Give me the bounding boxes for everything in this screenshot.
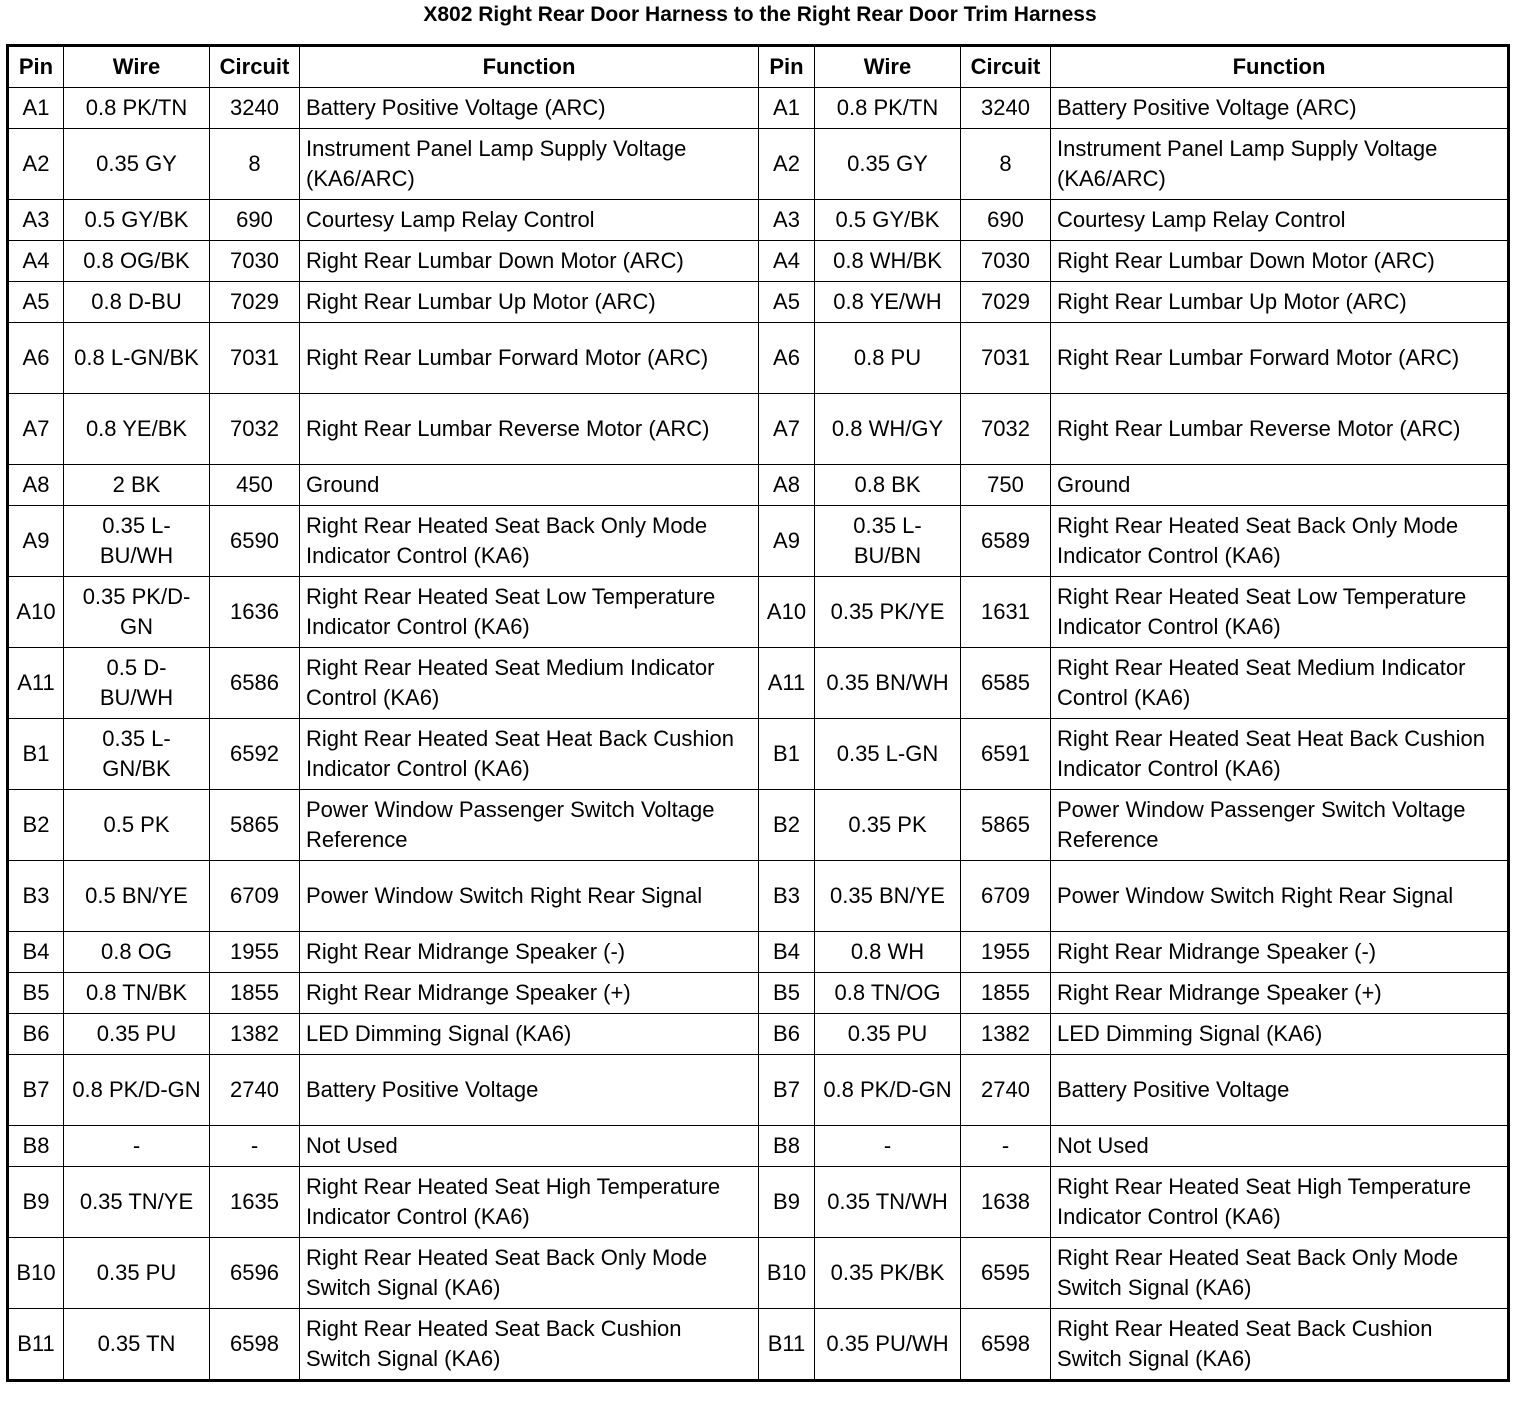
right-function-cell: LED Dimming Signal (KA6) <box>1051 1014 1509 1055</box>
left-wire-cell: 0.35 L-BU/WH <box>64 506 210 577</box>
page-title: X802 Right Rear Door Harness to the Right Rear Door Trim Harness <box>423 3 1097 26</box>
left-wire-cell: 0.8 PK/D-GN <box>64 1055 210 1126</box>
header-row <box>8 46 1509 88</box>
left-pin-cell: A2 <box>8 129 64 200</box>
left-function-cell: Right Rear Lumbar Down Motor (ARC) <box>300 241 759 282</box>
right-wire-cell: 0.35 GY <box>815 129 961 200</box>
left-function-cell: Right Rear Heated Seat High Temperature Indicator Control (KA6) <box>300 1167 759 1238</box>
right-function-cell: Right Rear Heated Seat Medium Indicator Control (KA6) <box>1051 648 1509 719</box>
left-circuit-cell: 6598 <box>210 1309 300 1381</box>
left-wire-cell: 0.35 TN <box>64 1309 210 1381</box>
left-function-cell: Instrument Panel Lamp Supply Voltage (KA6/ARC) <box>300 129 759 200</box>
right-function-cell: Right Rear Heated Seat High Temperature Indicator Control (KA6) <box>1051 1167 1509 1238</box>
right-function-cell: Battery Positive Voltage (ARC) <box>1051 88 1509 129</box>
left-function-cell: Battery Positive Voltage <box>300 1055 759 1126</box>
left-wire-cell: - <box>64 1126 210 1167</box>
left-pin-cell: A9 <box>8 506 64 577</box>
right-circuit-cell: 5865 <box>961 790 1051 861</box>
right-function-cell: Right Rear Heated Seat Back Only Mode Switch Signal (KA6) <box>1051 1238 1509 1309</box>
table-row <box>8 932 1509 973</box>
table-row <box>8 506 1509 577</box>
left-circuit-cell: 6592 <box>210 719 300 790</box>
left-pin-cell: B4 <box>8 932 64 973</box>
right-pin-cell: A10 <box>759 577 815 648</box>
left-function-cell: Not Used <box>300 1126 759 1167</box>
right-function-cell: Courtesy Lamp Relay Control <box>1051 200 1509 241</box>
left-circuit-cell: - <box>210 1126 300 1167</box>
right-pin-cell: A8 <box>759 465 815 506</box>
left-circuit-cell: 1382 <box>210 1014 300 1055</box>
left-circuit-cell: 1855 <box>210 973 300 1014</box>
table-row <box>8 1167 1509 1238</box>
left-circuit-cell: 1955 <box>210 932 300 973</box>
right-function-cell: Battery Positive Voltage <box>1051 1055 1509 1126</box>
table-row <box>8 861 1509 932</box>
right-circuit-cell: 6598 <box>961 1309 1051 1381</box>
left-wire-cell: 0.8 TN/BK <box>64 973 210 1014</box>
header-circuit: Circuit <box>210 46 300 88</box>
left-function-cell: Right Rear Lumbar Reverse Motor (ARC) <box>300 394 759 465</box>
left-function-cell: Battery Positive Voltage (ARC) <box>300 88 759 129</box>
left-function-cell: Right Rear Heated Seat Low Temperature Indicator Control (KA6) <box>300 577 759 648</box>
left-pin-cell: B9 <box>8 1167 64 1238</box>
right-function-cell: Right Rear Midrange Speaker (-) <box>1051 932 1509 973</box>
table-row <box>8 88 1509 129</box>
header-wire: Wire <box>64 46 210 88</box>
right-wire-cell: 0.35 PK/BK <box>815 1238 961 1309</box>
right-wire-cell: 0.8 TN/OG <box>815 973 961 1014</box>
left-wire-cell: 0.8 L-GN/BK <box>64 323 210 394</box>
right-circuit-cell: 750 <box>961 465 1051 506</box>
right-wire-cell: 0.35 L-GN <box>815 719 961 790</box>
left-pin-cell: A5 <box>8 282 64 323</box>
left-function-cell: Right Rear Heated Seat Heat Back Cushion Indicator Control (KA6) <box>300 719 759 790</box>
left-wire-cell: 2 BK <box>64 465 210 506</box>
right-pin-cell: B10 <box>759 1238 815 1309</box>
table-row <box>8 1238 1509 1309</box>
right-function-cell: Right Rear Heated Seat Back Cushion Switch Signal (KA6) <box>1051 1309 1509 1381</box>
right-wire-cell: 0.35 TN/WH <box>815 1167 961 1238</box>
left-function-cell: LED Dimming Signal (KA6) <box>300 1014 759 1055</box>
right-wire-cell: 0.8 PU <box>815 323 961 394</box>
right-circuit-cell: 1955 <box>961 932 1051 973</box>
left-pin-cell: A7 <box>8 394 64 465</box>
right-wire-cell: 0.5 GY/BK <box>815 200 961 241</box>
table-row <box>8 1014 1509 1055</box>
right-wire-cell: - <box>815 1126 961 1167</box>
left-circuit-cell: 7030 <box>210 241 300 282</box>
left-wire-cell: 0.8 OG/BK <box>64 241 210 282</box>
left-pin-cell: B10 <box>8 1238 64 1309</box>
left-circuit-cell: 3240 <box>210 88 300 129</box>
right-wire-cell: 0.8 WH <box>815 932 961 973</box>
right-pin-cell: A4 <box>759 241 815 282</box>
right-circuit-cell: 6709 <box>961 861 1051 932</box>
left-circuit-cell: 690 <box>210 200 300 241</box>
right-function-cell: Not Used <box>1051 1126 1509 1167</box>
right-circuit-cell: 1631 <box>961 577 1051 648</box>
left-circuit-cell: 1636 <box>210 577 300 648</box>
right-pin-cell: A7 <box>759 394 815 465</box>
right-pin-cell: B5 <box>759 973 815 1014</box>
left-wire-cell: 0.8 PK/TN <box>64 88 210 129</box>
table-row <box>8 241 1509 282</box>
right-circuit-cell: 7032 <box>961 394 1051 465</box>
header-circuit: Circuit <box>961 46 1051 88</box>
left-function-cell: Right Rear Lumbar Forward Motor (ARC) <box>300 323 759 394</box>
left-wire-cell: 0.35 PK/D-GN <box>64 577 210 648</box>
right-circuit-cell: 3240 <box>961 88 1051 129</box>
right-circuit-cell: 6591 <box>961 719 1051 790</box>
right-circuit-cell: 6595 <box>961 1238 1051 1309</box>
right-function-cell: Right Rear Heated Seat Back Only Mode Indicator Control (KA6) <box>1051 506 1509 577</box>
left-pin-cell: B3 <box>8 861 64 932</box>
left-circuit-cell: 6709 <box>210 861 300 932</box>
table-row <box>8 648 1509 719</box>
left-pin-cell: B2 <box>8 790 64 861</box>
left-pin-cell: B5 <box>8 973 64 1014</box>
left-function-cell: Right Rear Heated Seat Back Only Mode Switch Signal (KA6) <box>300 1238 759 1309</box>
right-circuit-cell: 7029 <box>961 282 1051 323</box>
right-wire-cell: 0.8 WH/BK <box>815 241 961 282</box>
left-pin-cell: A3 <box>8 200 64 241</box>
right-function-cell: Right Rear Lumbar Down Motor (ARC) <box>1051 241 1509 282</box>
right-circuit-cell: 6589 <box>961 506 1051 577</box>
left-pin-cell: B11 <box>8 1309 64 1381</box>
table-row <box>8 719 1509 790</box>
left-pin-cell: A1 <box>8 88 64 129</box>
right-circuit-cell: 7031 <box>961 323 1051 394</box>
right-wire-cell: 0.35 PK <box>815 790 961 861</box>
left-wire-cell: 0.35 PU <box>64 1014 210 1055</box>
right-function-cell: Right Rear Heated Seat Heat Back Cushion Indicator Control (KA6) <box>1051 719 1509 790</box>
right-wire-cell: 0.8 WH/GY <box>815 394 961 465</box>
left-circuit-cell: 7031 <box>210 323 300 394</box>
right-pin-cell: A6 <box>759 323 815 394</box>
table-row <box>8 282 1509 323</box>
left-circuit-cell: 6596 <box>210 1238 300 1309</box>
right-pin-cell: A11 <box>759 648 815 719</box>
right-function-cell: Right Rear Midrange Speaker (+) <box>1051 973 1509 1014</box>
left-circuit-cell: 6590 <box>210 506 300 577</box>
table-row <box>8 1126 1509 1167</box>
right-wire-cell: 0.35 PU/WH <box>815 1309 961 1381</box>
right-pin-cell: A9 <box>759 506 815 577</box>
left-wire-cell: 0.5 BN/YE <box>64 861 210 932</box>
right-pin-cell: B9 <box>759 1167 815 1238</box>
left-pin-cell: A10 <box>8 577 64 648</box>
left-wire-cell: 0.35 L-GN/BK <box>64 719 210 790</box>
left-function-cell: Right Rear Lumbar Up Motor (ARC) <box>300 282 759 323</box>
table-row <box>8 1055 1509 1126</box>
header-function: Function <box>300 46 759 88</box>
right-wire-cell: 0.35 BN/WH <box>815 648 961 719</box>
table-row <box>8 129 1509 200</box>
left-function-cell: Right Rear Midrange Speaker (+) <box>300 973 759 1014</box>
header-wire: Wire <box>815 46 961 88</box>
right-circuit-cell: 8 <box>961 129 1051 200</box>
left-circuit-cell: 450 <box>210 465 300 506</box>
left-function-cell: Right Rear Heated Seat Medium Indicator Control (KA6) <box>300 648 759 719</box>
right-function-cell: Right Rear Lumbar Forward Motor (ARC) <box>1051 323 1509 394</box>
right-pin-cell: B2 <box>759 790 815 861</box>
table-row <box>8 790 1509 861</box>
left-function-cell: Power Window Switch Right Rear Signal <box>300 861 759 932</box>
right-wire-cell: 0.35 BN/YE <box>815 861 961 932</box>
table-row <box>8 200 1509 241</box>
right-circuit-cell: 1382 <box>961 1014 1051 1055</box>
right-function-cell: Right Rear Lumbar Up Motor (ARC) <box>1051 282 1509 323</box>
right-wire-cell: 0.35 PU <box>815 1014 961 1055</box>
header-function: Function <box>1051 46 1509 88</box>
left-pin-cell: A6 <box>8 323 64 394</box>
left-wire-cell: 0.35 TN/YE <box>64 1167 210 1238</box>
left-pin-cell: B7 <box>8 1055 64 1126</box>
right-wire-cell: 0.8 PK/D-GN <box>815 1055 961 1126</box>
left-wire-cell: 0.5 GY/BK <box>64 200 210 241</box>
left-wire-cell: 0.5 PK <box>64 790 210 861</box>
right-pin-cell: B6 <box>759 1014 815 1055</box>
table-row <box>8 465 1509 506</box>
right-pin-cell: B4 <box>759 932 815 973</box>
left-pin-cell: A4 <box>8 241 64 282</box>
left-function-cell: Courtesy Lamp Relay Control <box>300 200 759 241</box>
left-function-cell: Ground <box>300 465 759 506</box>
right-wire-cell: 0.8 PK/TN <box>815 88 961 129</box>
right-function-cell: Power Window Switch Right Rear Signal <box>1051 861 1509 932</box>
left-circuit-cell: 2740 <box>210 1055 300 1126</box>
pinout-table <box>6 44 1510 1382</box>
right-function-cell: Right Rear Lumbar Reverse Motor (ARC) <box>1051 394 1509 465</box>
left-function-cell: Right Rear Heated Seat Back Only Mode Indicator Control (KA6) <box>300 506 759 577</box>
right-wire-cell: 0.8 YE/WH <box>815 282 961 323</box>
header-pin: Pin <box>8 46 64 88</box>
left-wire-cell: 0.35 PU <box>64 1238 210 1309</box>
right-circuit-cell: 6585 <box>961 648 1051 719</box>
right-function-cell: Power Window Passenger Switch Voltage Reference <box>1051 790 1509 861</box>
right-wire-cell: 0.8 BK <box>815 465 961 506</box>
right-circuit-cell: 690 <box>961 200 1051 241</box>
table-row <box>8 323 1509 394</box>
right-circuit-cell: 1638 <box>961 1167 1051 1238</box>
right-circuit-cell: 1855 <box>961 973 1051 1014</box>
left-circuit-cell: 5865 <box>210 790 300 861</box>
left-wire-cell: 0.5 D-BU/WH <box>64 648 210 719</box>
left-wire-cell: 0.8 D-BU <box>64 282 210 323</box>
right-function-cell: Right Rear Heated Seat Low Temperature Indicator Control (KA6) <box>1051 577 1509 648</box>
left-pin-cell: B8 <box>8 1126 64 1167</box>
left-circuit-cell: 8 <box>210 129 300 200</box>
left-pin-cell: B1 <box>8 719 64 790</box>
table-row <box>8 1309 1509 1381</box>
left-circuit-cell: 1635 <box>210 1167 300 1238</box>
left-wire-cell: 0.8 OG <box>64 932 210 973</box>
left-circuit-cell: 7032 <box>210 394 300 465</box>
right-circuit-cell: 2740 <box>961 1055 1051 1126</box>
right-pin-cell: A2 <box>759 129 815 200</box>
right-pin-cell: B3 <box>759 861 815 932</box>
right-pin-cell: B11 <box>759 1309 815 1381</box>
right-wire-cell: 0.35 L-BU/BN <box>815 506 961 577</box>
left-function-cell: Right Rear Midrange Speaker (-) <box>300 932 759 973</box>
right-function-cell: Instrument Panel Lamp Supply Voltage (KA6/ARC) <box>1051 129 1509 200</box>
table-row <box>8 973 1509 1014</box>
right-circuit-cell: 7030 <box>961 241 1051 282</box>
right-pin-cell: A1 <box>759 88 815 129</box>
left-circuit-cell: 6586 <box>210 648 300 719</box>
right-circuit-cell: - <box>961 1126 1051 1167</box>
table-row <box>8 394 1509 465</box>
left-pin-cell: A11 <box>8 648 64 719</box>
left-function-cell: Power Window Passenger Switch Voltage Reference <box>300 790 759 861</box>
left-wire-cell: 0.8 YE/BK <box>64 394 210 465</box>
right-pin-cell: B1 <box>759 719 815 790</box>
right-pin-cell: B8 <box>759 1126 815 1167</box>
right-function-cell: Ground <box>1051 465 1509 506</box>
left-wire-cell: 0.35 GY <box>64 129 210 200</box>
left-pin-cell: B6 <box>8 1014 64 1055</box>
table-row <box>8 577 1509 648</box>
header-pin: Pin <box>759 46 815 88</box>
left-pin-cell: A8 <box>8 465 64 506</box>
right-pin-cell: A3 <box>759 200 815 241</box>
right-wire-cell: 0.35 PK/YE <box>815 577 961 648</box>
right-pin-cell: A5 <box>759 282 815 323</box>
left-circuit-cell: 7029 <box>210 282 300 323</box>
right-pin-cell: B7 <box>759 1055 815 1126</box>
left-function-cell: Right Rear Heated Seat Back Cushion Switch Signal (KA6) <box>300 1309 759 1381</box>
